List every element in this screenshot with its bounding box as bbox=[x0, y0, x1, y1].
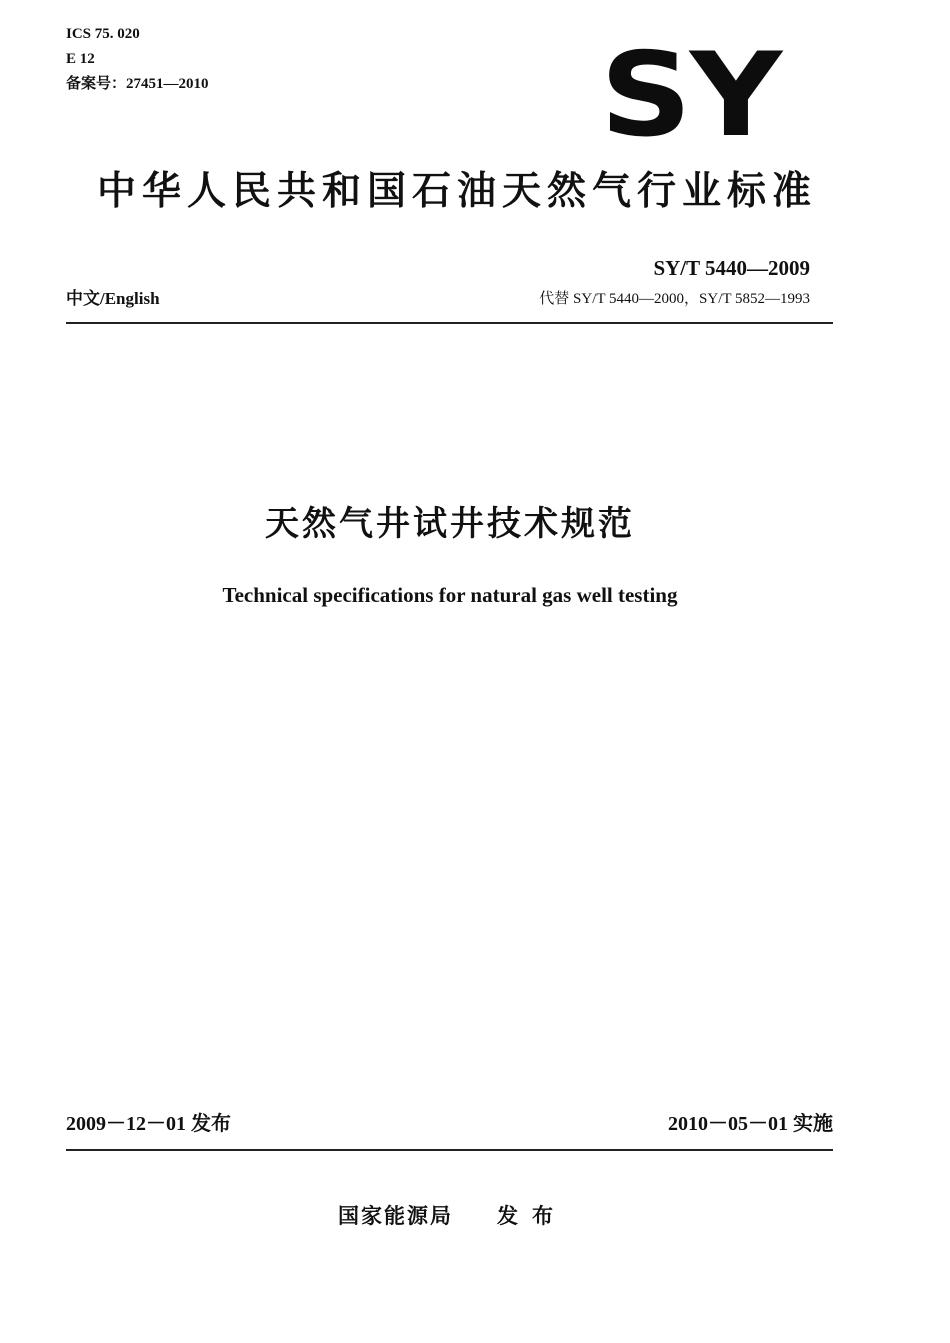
issuer-action: 发布 bbox=[497, 1204, 567, 1228]
issue-date: 2009－12－01 发布 bbox=[66, 1113, 231, 1135]
bottom-divider bbox=[66, 1149, 833, 1151]
implementation-date: 2010－05－01 实施 bbox=[668, 1113, 833, 1135]
standard-category-title: 中华人民共和国石油天然气行业标准 bbox=[97, 169, 818, 214]
classification-code: E 12 bbox=[66, 51, 95, 67]
issuer-line bbox=[338, 1202, 567, 1230]
top-divider bbox=[66, 322, 833, 324]
issuer-name: 国家能源局 bbox=[338, 1204, 453, 1228]
replaces-note: 代替 SY/T 5440—2000，SY/T 5852—1993 bbox=[539, 291, 810, 307]
language-label: 中文/English bbox=[66, 289, 160, 308]
document-title-english: Technical specifications for natural gas well testing bbox=[222, 583, 678, 607]
sy-logo: SY bbox=[600, 28, 780, 163]
registration-number: 备案号：27451—2010 bbox=[66, 76, 209, 92]
ics-code: ICS 75. 020 bbox=[66, 26, 140, 42]
document-title-chinese: 天然气井试井技术规范 bbox=[265, 504, 635, 544]
standard-number: SY/T 5440—2009 bbox=[653, 256, 810, 280]
